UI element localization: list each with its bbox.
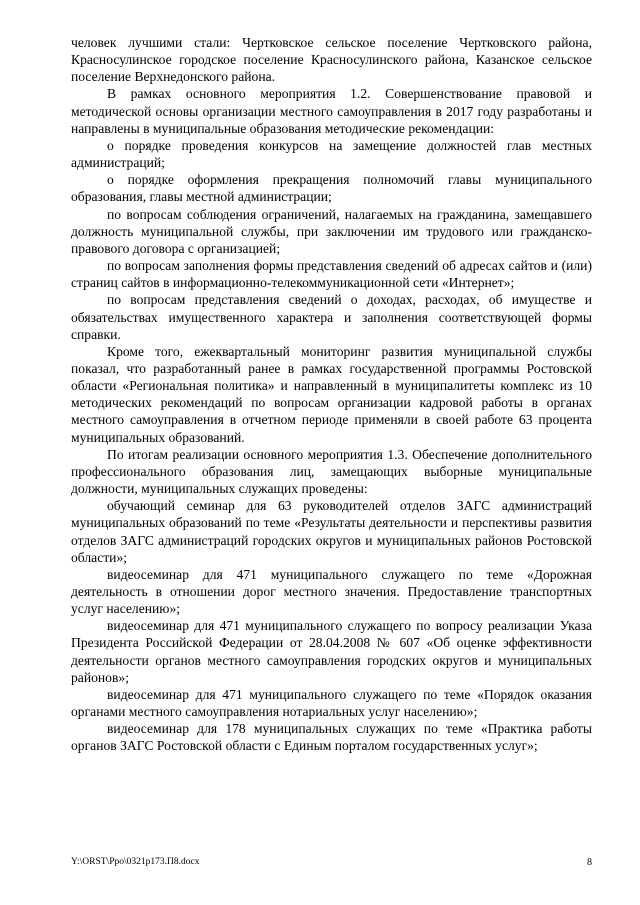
paragraph-2: В рамках основного мероприятия 1.2. Совершенствование правовой и методической основы организации местного самоуправления в 2017 году разработаны и направлены в муниципальные образования методические рекомендации: (71, 86, 592, 136)
paragraph-12: видеосеминар для 471 муниципального служащего по вопросу реализации Указа Президента Российской Федерации от 28.04.2008 № 607 «Об оценке эффективности деятельности органов местного самоуправления городских округов и муниципальных районов»; (71, 618, 592, 685)
document-body (71, 34, 592, 755)
paragraph-1: человек лучшими стали: Чертковское сельское поселение Чертковского района, Красносулинское городское поселение Красносулинского района, Казанское сельское поселение Верхнедонского района. (71, 35, 592, 85)
paragraph-13: видеосеминар для 471 муниципального служащего по теме «Порядок оказания органами местного самоуправления нотариальных услуг населению»; (71, 686, 592, 720)
paragraph-10: обучающий семинар для 63 руководителей отделов ЗАГС администраций муниципальных образований по теме «Результаты деятельности и перспективы развития отделов ЗАГС администраций городских округов и муниципальных районов Ростовской области»; (71, 498, 592, 565)
paragraph-14: видеосеминар для 178 муниципальных служащих по теме «Практика работы органов ЗАГС Ростовской области с Единым порталом государственных услуг»; (71, 721, 592, 754)
paragraph-5: по вопросам соблюдения ограничений, налагаемых на гражданина, замещавшего должность муниципальной службы, при заключении им трудового или гражданско-правового договора с организацией; (71, 206, 592, 256)
paragraph-7: по вопросам представления сведений о доходах, расходах, об имуществе и обязательствах имущественного характера и заполнения соответствующей формы справки. (71, 292, 592, 342)
paragraph-4: о порядке оформления прекращения полномочий главы муниципального образования, главы местной администрации; (71, 172, 592, 205)
footer-file-path: Y:\ORST\Ppo\0321p173.П8.docx (71, 857, 200, 867)
paragraph-11: видеосеминар для 471 муниципального служащего по теме «Дорожная деятельность в отношении дорог местного значения. Предоставление транспортных услуг населению»; (71, 566, 592, 617)
paragraph-3: о порядке проведения конкурсов на замещение должностей глав местных администраций; (71, 137, 592, 171)
paragraph-8: Кроме того, ежеквартальный мониторинг развития муниципальной службы показал, что разработанный ранее в рамках государственной программы Ростовской области «Региональная политика» и направленный в муниципалитеты комплекс из 10 методических рекомендаций по вопросам организации кадровой работы в органах местного самоуправления в отчетном периоде применяли в своей работе 63 процента муниципальных образований. (71, 343, 592, 445)
page-number: 8 (587, 857, 592, 868)
paragraph-9: По итогам реализации основного мероприятия 1.3. Обеспечение дополнительного профессионального образования лиц, замещающих выборные муниципальные должности, муниципальных служащих проведены: (71, 446, 592, 497)
paragraph-6: по вопросам заполнения формы представления сведений об адресах сайтов и (или) страниц сайтов в информационно-телекоммуникационной сети «Интернет»; (71, 258, 592, 291)
